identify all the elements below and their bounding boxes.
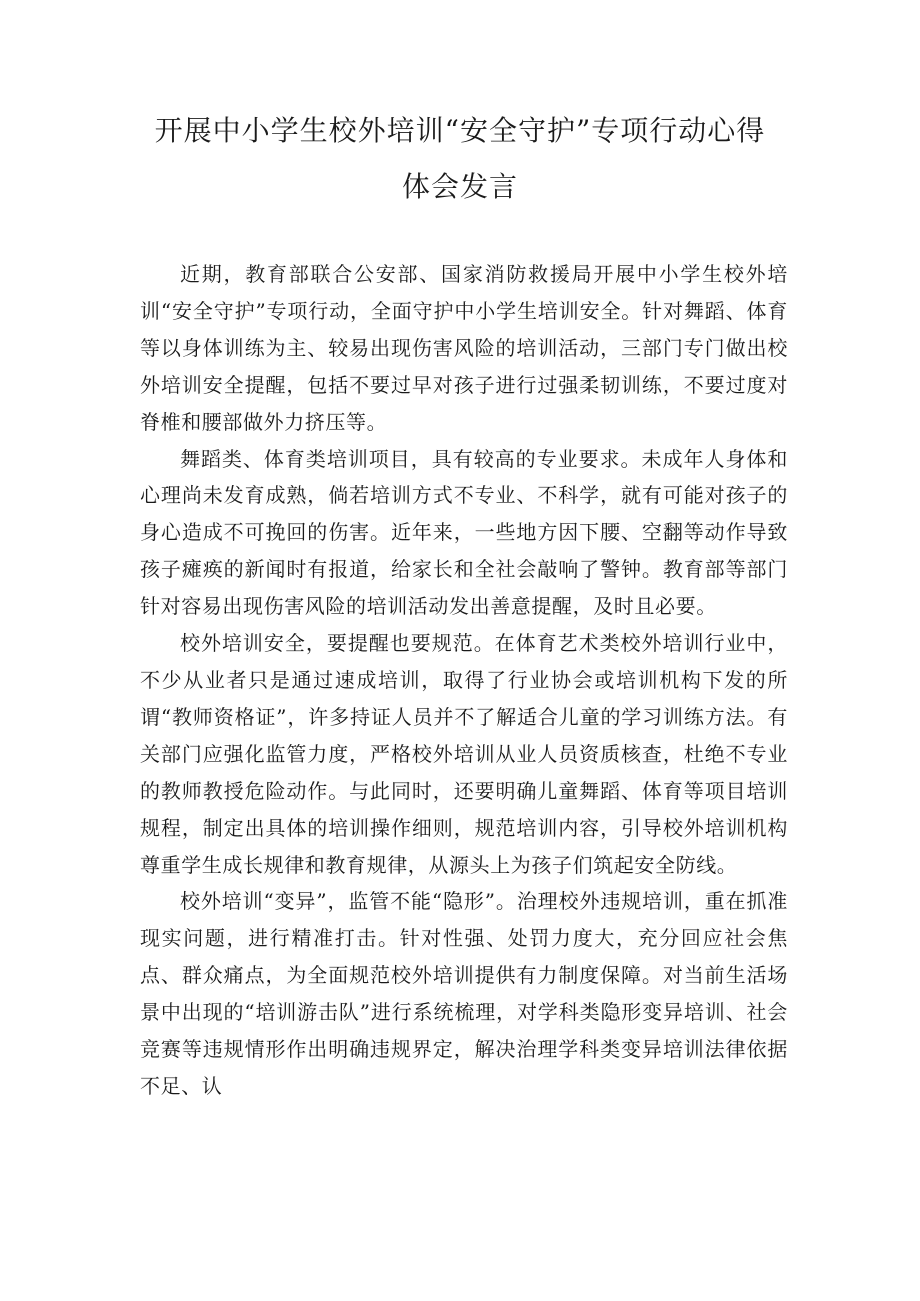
document-body [140,256,788,1105]
paragraph-1: 近期，教育部联合公安部、国家消防救援局开展中小学生校外培训“安全守护”专项行动，全面守护中小学生培训安全。针对舞蹈、体育等以身体训练为主、较易出现伤害风险的培训活动，三部门专门做出校外培训安全提醒，包括不要过早对孩子进行过强柔韧训练，不要过度对脊椎和腰部做外力挤压等。 [140,262,788,434]
paragraph-2: 舞蹈类、体育类培训项目，具有较高的专业要求。未成年人身体和心理尚未发育成熟，倘若培训方式不专业、不科学，就有可能对孩子的身心造成不可挽回的伤害。近年来，一些地方因下腰、空翻等动作导致孩子瘫痪的新闻时有报道，给家长和全社会敲响了警钟。教育部等部门针对容易出现伤害风险的培训活动发出善意提醒，及时且必要。 [140,446,788,619]
title-line-2: 体会发言 [401,170,518,203]
title-line-1: 开展中小学生校外培训“安全守护”专项行动心得 [154,114,766,147]
paragraph-3: 校外培训安全，要提醒也要规范。在体育艺术类校外培训行业中，不少从业者只是通过速成培训，取得了行业协会或培训机构下发的所谓“教师资格证”，许多持证人员并不了解适合儿童的学习训练方法。有关部门应强化监管力度，严格校外培训从业人员资质核查，杜绝不专业的教师教授危险动作。与此同时，还要明确儿童舞蹈、体育等项目培训规程，制定出具体的培训操作细则，规范培训内容，引导校外培训机构尊重学生成长规律和教育规律，从源头上为孩子们筑起安全防线。 [140,631,788,877]
paragraph-4: 校外培训“变异”，监管不能“隐形”。治理校外违规培训，重在抓准现实问题，进行精准打击。针对性强、处罚力度大，充分回应社会焦点、群众痛点，为全面规范校外培训提供有力制度保障。对当前生活场景中出现的“培训游击队”进行系统梳理，对学科类隐形变异培训、社会竞赛等违规情形作出明确违规界定，解决治理学科类变异培训法律依据不足、认 [140,889,788,1098]
document-title [120,103,800,215]
